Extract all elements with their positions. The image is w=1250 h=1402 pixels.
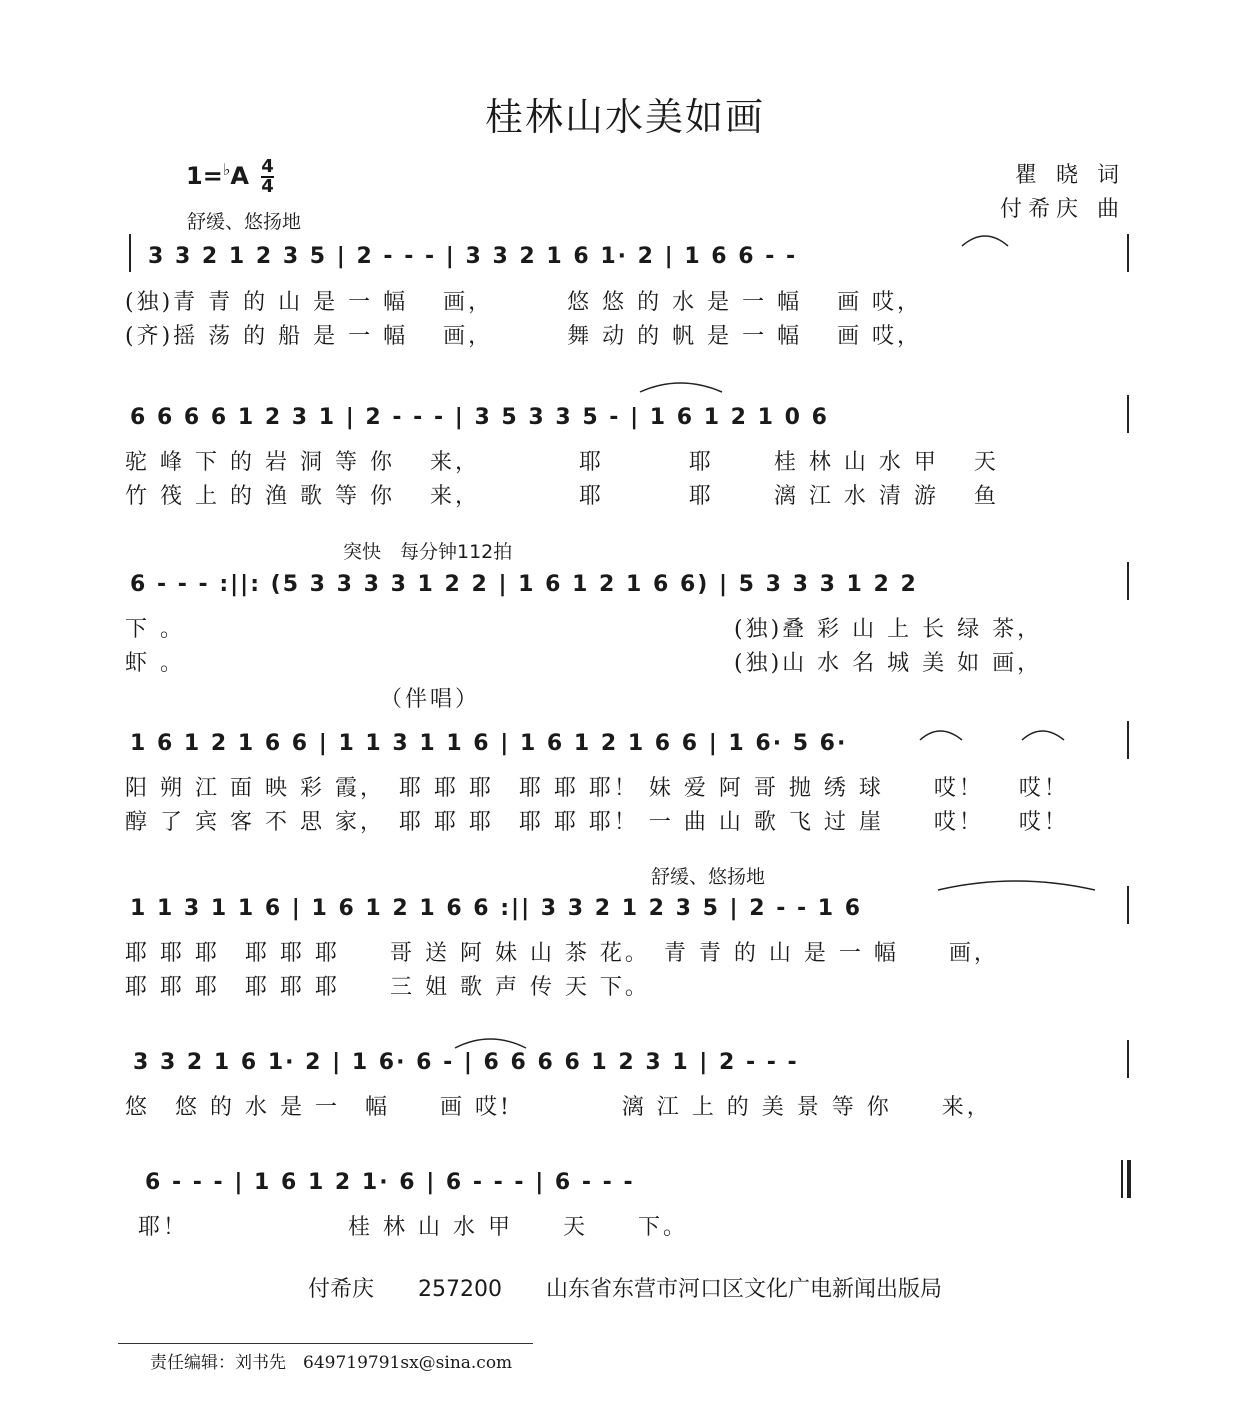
notation-row-4: 1 6 1 2 1 6 6 | 1 1 3 1 1 6 | 1 6 1 2 1 6 6 | 1 6· 5 6· [130, 731, 848, 756]
lyric-row-2-verse-2: 竹 筏 上 的 渔 歌 等 你 来， 耶 耶 漓 江 水 清 游 鱼 [125, 484, 999, 509]
key-prefix: 1= [186, 162, 223, 190]
tie-arc [920, 731, 962, 740]
song-title: 桂林山水美如画 [484, 95, 765, 139]
lyric-row-3-verse-1: 下 。 (独)叠 彩 山 上 长 绿 茶， [125, 617, 1043, 642]
notation-row-5: 1 1 3 1 1 6 | 1 6 1 2 1 6 6 :|| 3 3 2 1 2 3 5 | 2 - - 1 6 [130, 896, 863, 921]
lyric-row-1-verse-1: (独)青 青 的 山 是 一 幅 画， 悠 悠 的 水 是 一 幅 画 哎， [125, 290, 923, 315]
tempo-return: 舒缓、悠扬地 [651, 866, 766, 888]
flat-sign: ♭ [222, 160, 231, 179]
lyric-row-2-verse-1: 驼 峰 下 的 岩 洞 等 你 来， 耶 耶 桂 林 山 水 甲 天 [125, 450, 999, 475]
lyric-row-6: 悠 悠 的 水 是 一 幅 画 哎! 漓 江 上 的 美 景 等 你 来， [125, 1095, 992, 1120]
lyricist-credit: 瞿 晓 词 [1015, 163, 1125, 188]
notation-row-2: 6 6 6 6 1 2 3 1 | 2 - - - | 3 5 3 3 5 - | 1 6 1 2 1 0 6 [130, 405, 829, 430]
lyric-row-5-verse-2: 耶 耶 耶 耶 耶 耶 三 姐 歌 声 传 天 下。 [125, 975, 650, 1000]
tempo-start: 舒缓、悠扬地 [187, 211, 302, 233]
footer-credit: 付希庆 257200 山东省东营市河口区文化广电新闻出版局 [308, 1277, 942, 1302]
tempo-fast: 突快 每分钟112拍 [343, 541, 513, 563]
tie-arc [962, 236, 1008, 246]
notation-row-7: 6 - - - | 1 6 1 2 1· 6 | 6 - - - | 6 - - - [145, 1170, 635, 1195]
lyric-row-5-verse-1: 耶 耶 耶 耶 耶 耶 哥 送 阿 妹 山 茶 花。 青 青 的 山 是 一 幅 画， [125, 941, 999, 966]
chorus-mark: （伴唱） [380, 687, 481, 712]
lyric-row-7: 耶！ 桂 林 山 水 甲 天 下。 [138, 1215, 688, 1240]
composer-credit: 付希庆 曲 [1000, 197, 1125, 222]
key-letter: A [230, 162, 249, 190]
lyric-row-1-verse-2: (齐)摇 荡 的 船 是 一 幅 画， 舞 动 的 帆 是 一 幅 画 哎， [125, 324, 923, 349]
lyric-row-3-verse-2: 虾 。 (独)山 水 名 城 美 如 画， [125, 651, 1043, 676]
editor-credit: 责任编辑：刘书先 649719791sx@sina.com [150, 1353, 513, 1373]
tie-arc [1022, 731, 1064, 740]
time-bottom: 4 [261, 176, 274, 197]
footer-divider [118, 1343, 533, 1344]
lyric-row-4-verse-2: 醇 了 宾 客 不 思 家， 耶 耶 耶 耶 耶 耶！ 一 曲 山 歌 飞 过 崖 哎！ 哎！ [125, 810, 1069, 835]
slur-arc [640, 383, 722, 392]
tie-arc [455, 1039, 526, 1048]
notation-row-3: 6 - - - :||: (5 3 3 3 3 1 2 2 | 1 6 1 2 1 6 6) | 5 3 3 3 1 2 2 [130, 572, 918, 597]
time-top: 4 [261, 156, 274, 177]
lyric-row-4-verse-1: 阳 朔 江 面 映 彩 霞， 耶 耶 耶 耶 耶 耶！ 妹 爱 阿 哥 抛 绣 球 哎！ 哎！ [125, 776, 1069, 801]
notation-row-1: 3 3 2 1 2 3 5 | 2 - - - | 3 3 2 1 6 1· 2 | 1 6 6 - - [148, 244, 798, 269]
tie-arc [938, 881, 1095, 890]
notation-row-6: 3 3 2 1 6 1· 2 | 1 6· 6 - | 6 6 6 6 1 2 3 1 | 2 - - - [133, 1050, 799, 1075]
